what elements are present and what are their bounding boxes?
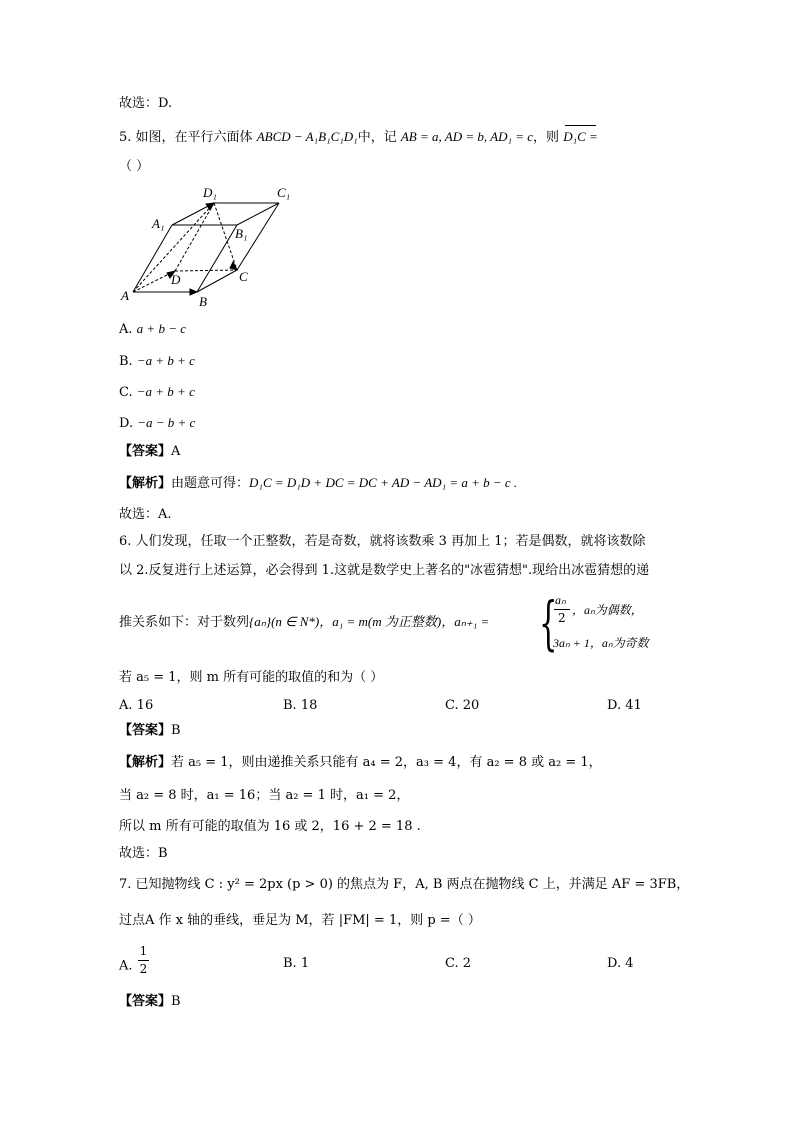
analysis-expr: D₁C = D₁D + DC = DC + AD − AD₁ = a + b − c .	[249, 475, 518, 490]
q5-stem-mid: 中，记	[357, 130, 397, 145]
q7-option-d	[607, 956, 634, 971]
analysis-label: 【解析】	[119, 755, 172, 770]
fraction-numerator: 1	[139, 944, 148, 958]
answer-value: A	[171, 444, 181, 459]
option-text: 18	[300, 698, 318, 713]
q5-option-b	[119, 352, 195, 371]
case1-condition: ，aₙ为偶数，	[572, 603, 643, 617]
q7-option-a	[119, 944, 151, 976]
q6-analysis2: 当 a₂ = 8 时，a₁ = 16；当 a₂ = 1 时，a₁ = 2，	[119, 788, 410, 803]
q4-choose-line: 故选：D.	[119, 96, 173, 111]
analysis-text: 由题意可得：	[171, 476, 250, 491]
q7-line1: 7. 已知抛物线 C : y² = 2px (p > 0) 的焦点为 F，A, B 两点在抛物线 C 上，并满足 AF = 3FB，	[119, 877, 690, 892]
option-text: 41	[625, 698, 642, 713]
q6-analysis3: 所以 m 所有可能的取值为 16 或 2，16 + 2 = 18 .	[119, 819, 421, 834]
q6-line3-seq: {aₙ}(n ∈ N*)，a₁ = m(m 为正整数)，aₙ₊₁ =	[249, 614, 490, 629]
option-letter: D.	[607, 956, 622, 971]
q5-option-d	[119, 414, 195, 433]
q6-analysis1	[119, 754, 602, 772]
q5-option-a	[119, 320, 186, 339]
q7-option-c	[445, 956, 471, 971]
q5-stem-defs: AB = a, AD = b, AD₁ = c	[400, 129, 534, 144]
answer-label: 【答案】	[119, 994, 172, 1009]
label-d1: D₁	[203, 185, 217, 200]
q6-line2: 以 2.反复进行上述运算，必会得到 1.这就是数学史上著名的"冰雹猜想".现给出冰雹猜想的递	[119, 563, 650, 578]
q6-line4: 若 a₅ = 1，则 m 所有可能的取值的和为（ ）	[119, 670, 384, 685]
option-letter: B.	[283, 698, 297, 713]
label-a: A	[121, 288, 129, 303]
q5-stem-target: D₁C =	[563, 129, 598, 144]
q6-option-c	[445, 698, 479, 713]
option-letter: B.	[283, 956, 297, 971]
option-expr: a + b − c	[136, 321, 186, 336]
q5-stem-post: ，则	[533, 130, 560, 145]
answer-label: 【答案】	[119, 723, 172, 738]
q6-answer	[119, 722, 181, 740]
q5-stem	[119, 128, 598, 147]
q5-stem-pre: 5. 如图，在平行六面体	[119, 130, 253, 145]
option-text: 2	[462, 956, 472, 971]
fraction-denominator: 2	[139, 962, 148, 976]
q7-line2: 过点A 作 x 轴的垂线，垂足为 M，若 |FM| = 1，则 p =（ ）	[119, 913, 481, 928]
option-letter: A.	[119, 698, 133, 713]
option-expr: −a − b + c	[137, 415, 196, 430]
case2: 3aₙ + 1，aₙ为奇数	[553, 636, 649, 650]
option-expr: −a + b + c	[136, 353, 195, 368]
q5-stem-solid: ABCD − A₁B₁C₁D₁	[256, 129, 358, 144]
label-b: B	[199, 294, 207, 309]
option-text: 4	[625, 956, 634, 971]
option-letter: D.	[607, 698, 622, 713]
q6-line1: 6. 人们发现，任取一个正整数，若是奇数，就将该数乘 3 再加上 1；若是偶数，就将该数除	[119, 534, 646, 549]
label-c: C	[239, 269, 248, 284]
analysis-label: 【解析】	[119, 476, 172, 491]
option-letter: C.	[445, 956, 459, 971]
q5-option-c	[119, 383, 195, 402]
case1-numerator: aₙ	[555, 593, 566, 607]
option-letter: D.	[119, 416, 134, 431]
q6-choose: 故选：B	[119, 846, 168, 861]
label-d: D	[171, 272, 181, 287]
q5-analysis	[119, 474, 517, 493]
option-text: 20	[462, 698, 480, 713]
q5-parallelepiped-figure	[115, 182, 300, 310]
label-b1: B₁	[235, 226, 248, 241]
case1-denominator: 2	[558, 611, 566, 625]
q6-option-b	[283, 698, 317, 713]
q7-option-b	[283, 956, 309, 971]
q6-option-a	[119, 698, 153, 713]
q6-option-d	[607, 698, 642, 713]
q7-answer	[119, 993, 181, 1011]
q6-line3	[119, 613, 489, 632]
option-text: 16	[136, 698, 154, 713]
option-letter: C.	[119, 385, 133, 400]
option-letter: A.	[119, 958, 133, 974]
left-brace-icon: {	[539, 589, 558, 657]
option-expr: −a + b + c	[136, 384, 195, 399]
option-letter: C.	[445, 698, 459, 713]
option-letter: B.	[119, 354, 133, 369]
answer-value: B	[171, 723, 181, 738]
analysis-text: 若 a₅ = 1，则由递推关系只能有 a₄ = 2，a₃ = 4，有 a₂ = 8 或 a₂ = 1，	[171, 755, 602, 770]
answer-label: 【答案】	[119, 444, 172, 459]
q6-piecewise	[539, 589, 679, 659]
q5-answer	[119, 443, 180, 461]
label-a1: A₁	[152, 216, 165, 231]
q6-line3-pre: 推关系如下：对于数列	[119, 615, 250, 630]
q5-paren: （ ）	[119, 159, 150, 174]
q5-choose: 故选：A.	[119, 507, 172, 522]
answer-value: B	[171, 994, 181, 1009]
label-c1: C₁	[277, 185, 291, 200]
option-text: 1	[300, 956, 310, 971]
option-letter: A.	[119, 322, 133, 337]
